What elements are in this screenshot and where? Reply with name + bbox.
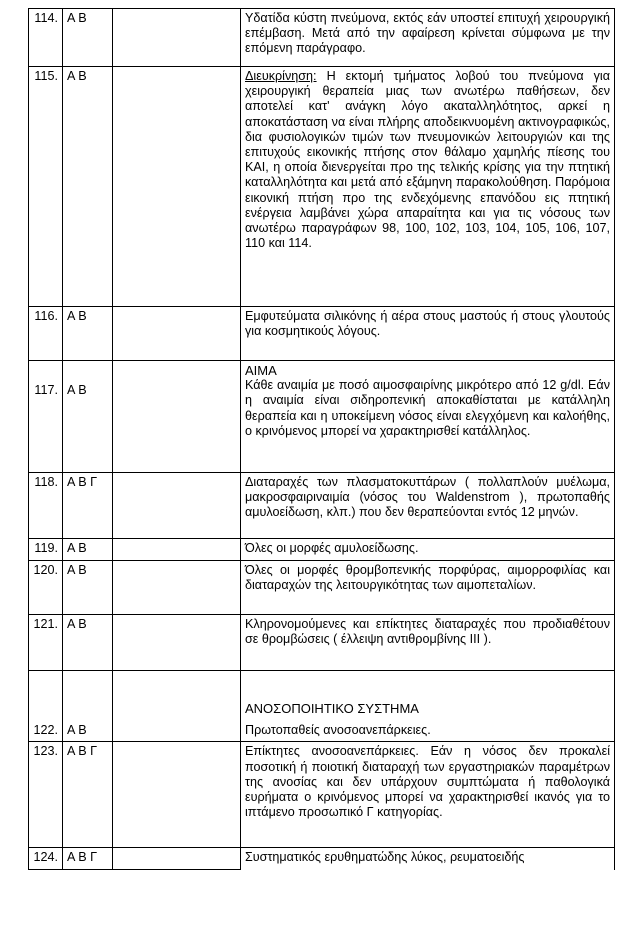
table-row: [29, 561, 615, 615]
blank-cell: [113, 539, 241, 561]
row-text: Εμφυτεύματα σιλικόνης ή αέρα στους μαστούς ή στους γλουτούς για κοσμητικούς λόγους.: [241, 307, 615, 361]
row-number: 115.: [29, 67, 63, 307]
row-number: 121.: [29, 615, 63, 671]
row-number: 114.: [29, 9, 63, 67]
table-row: [29, 742, 615, 848]
row-text: Όλες οι μορφές θρομβοπενικής πορφύρας, αιμορροφιλίας και διαταραχών της λειτουργικότητας των αιμοπεταλίων.: [241, 561, 615, 615]
blank-cell: [113, 561, 241, 615]
row-number: 119.: [29, 539, 63, 561]
row-category: Α Β: [63, 671, 113, 742]
row-number: 124.: [29, 848, 63, 870]
row-category: Α Β: [63, 539, 113, 561]
table-row: [29, 67, 615, 307]
blank-cell: [113, 307, 241, 361]
row-text: Κληρονομούμενες και επίκτητες διαταραχές που προδιαθέτουν σε θρομβώσεις ( έλλειψη αντιθρομβίνης ΙΙΙ ).: [241, 615, 615, 671]
blank-cell: [113, 742, 241, 848]
row-category: Α Β: [63, 9, 113, 67]
row-category: Α Β: [63, 361, 113, 473]
row-category: Α Β Γ: [63, 742, 113, 848]
row-text: Συστηματικός ερυθηματώδης λύκος, ρευματοειδής: [241, 848, 615, 870]
blank-cell: [113, 473, 241, 539]
row-text: Πρωτοπαθείς ανοσοανεπάρκειες.: [245, 723, 431, 738]
table-row: [29, 848, 615, 870]
row-category: Α Β Γ: [63, 848, 113, 870]
row-category: Α Β: [63, 561, 113, 615]
row-text-cell: [241, 671, 615, 742]
row-text: Επίκτητες ανοσοανεπάρκειες. Εάν η νόσος δεν προκαλεί ποσοτική ή ποιοτική διαταραχή των εργαστηριακών παραμέτρων της ανοσίας και δεν υπάρχουν συμπτώματα ή παθολογικά ευρήματα ο κρινόμενος μπορεί να χαρακτηρισθεί ικανός για το ιπτάμενο προσωπικό Γ κατηγορίας.: [241, 742, 615, 848]
row-text: Κάθε αναιμία με ποσό αιμοσφαιρίνης μικρότερο από 12 g/dl. Εάν η αναιμία είναι σιδηροπενική αποκαθίσταται με κατάλληλη θεραπεία και η υποκείμενη νόσος είναι ελεγχόμενη και καλοήθης, ο κρινόμενος μπορεί να χαρακτηρισθεί κατάλληλος.: [245, 378, 610, 438]
section-heading-blood: ΑΙΜΑ: [245, 363, 277, 378]
row-number: 118.: [29, 473, 63, 539]
row-text: Διαταραχές των πλασματοκυττάρων ( πολλαπλούν μυέλωμα, μακροσφαιριναιμία (νόσος του Waldenstrom ), πρωτοπαθής αμυλοείδωση, κλπ.) που δεν θεραπεύονται εντός 12 μηνών.: [241, 473, 615, 539]
row-text-cell: [241, 67, 615, 307]
table-row: [29, 615, 615, 671]
row-number: 117.: [29, 361, 63, 473]
row-category: Α Β Γ: [63, 473, 113, 539]
row-category: Α Β: [63, 615, 113, 671]
clarification-label: Διευκρίνηση:: [245, 69, 317, 83]
regulation-table: [28, 8, 615, 870]
blank-cell: [113, 615, 241, 671]
table-row: [29, 9, 615, 67]
row-text: Όλες οι μορφές αμυλοείδωσης.: [241, 539, 615, 561]
row-text-cell: [241, 361, 615, 473]
blank-cell: [113, 67, 241, 307]
row-number: 122.: [29, 671, 63, 742]
row-category: Α Β: [63, 307, 113, 361]
table-row: [29, 473, 615, 539]
row-text: Η εκτομή τμήματος λοβού του πνεύμονα για χειρουργική θεραπεία μιας των ανωτέρω παθήσεων, δεν αποτελεί κατ' ανάγκη λόγο ακαταλληλότητος, αρκεί η αποκατάσταση να είναι πλήρης αποδεικνυομένη ακτινογραφικώς, δια φυσιολογικών τιμών των πνευμονικών λειτουργιών και της επιτυχούς εικονικής πτήσης στον θάλαμο χαμηλής πίεσης του ΚΑΙ, η οποία διενεργείται προ της τελικής κρίσης για την πτητική καταλληλότητα και μετά από εξάμηνη παρακολούθηση. Παρόμοια εικονική πτήση προ της ενδεχόμενης επανόδου εις πτητική ενέργεια λαμβάνει χώρα απαραίτητα και για τις νόσους των ανωτέρω παραγράφων 98, 100, 102, 103, 104, 105, 106, 107, 110 και 114.: [245, 69, 610, 251]
blank-cell: [113, 361, 241, 473]
row-number: 123.: [29, 742, 63, 848]
table-row: [29, 539, 615, 561]
row-number: 116.: [29, 307, 63, 361]
row-text: Υδατίδα κύστη πνεύμονα, εκτός εάν υποστεί επιτυχή χειρουργική επέμβαση. Μετά από την αφαίρεση κρίνεται σύμφωνα με την επόμενη παράγραφο.: [241, 9, 615, 67]
table-row: [29, 671, 615, 742]
blank-cell: [113, 848, 241, 870]
blank-cell: [113, 671, 241, 742]
blank-cell: [113, 9, 241, 67]
table-row: [29, 361, 615, 473]
row-number: 120.: [29, 561, 63, 615]
section-heading-immune-system: ΑΝΟΣΟΠΟΙΗΤΙΚΟ ΣΥΣΤΗΜΑ: [245, 701, 419, 716]
table-row: [29, 307, 615, 361]
row-category: Α Β: [63, 67, 113, 307]
